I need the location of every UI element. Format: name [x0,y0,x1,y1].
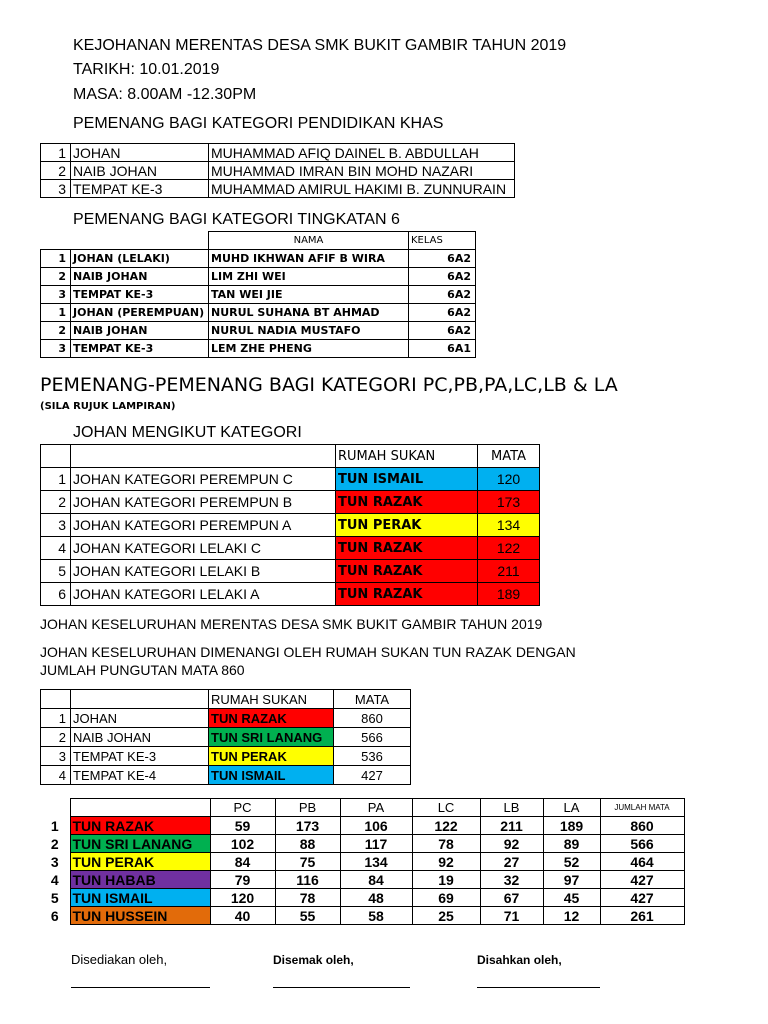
value-cell: 59 [210,817,275,835]
table-row [40,907,684,925]
table-row [40,889,684,907]
value-cell: 25 [412,907,480,925]
table-row [41,728,411,747]
rank-number: 2 [50,835,59,852]
row-number: 4 [41,537,71,560]
value-cell: 120 [210,889,275,907]
value-cell: 69 [412,889,480,907]
house-cell: TUN RAZAK [209,709,334,728]
row-number: 4 [41,766,71,785]
position-cell: NAIB JOHAN [71,162,209,180]
tingkatan6-table [40,231,476,358]
category-cell: JOHAN KATEGORI PEREMPUN A [71,514,336,537]
value-cell: 84 [340,871,412,889]
position-cell: NAIB JOHAN [71,268,209,286]
kategori-subheading: JOHAN MENGIKUT KATEGORI [73,424,302,441]
class-cell: 6A2 [409,286,476,304]
position-cell: JOHAN [71,709,209,728]
class-cell: 6A2 [409,304,476,322]
house-cell: TUN HABAB [70,871,210,889]
row-number: 1 [41,250,71,268]
prepared-by-label: Disediakan oleh, [71,952,168,967]
table-header-row [41,690,411,709]
total-cell: 261 [600,907,684,925]
row-number: 3 [41,180,71,198]
class-cell: 6A2 [409,268,476,286]
points-summary-table [40,798,685,925]
column-header-lc: LC [412,799,480,817]
house-cell: TUN RAZAK [336,560,478,583]
table-row [41,250,476,268]
column-header-class: KELAS [409,232,476,250]
row-number: 3 [41,286,71,304]
value-cell: 32 [480,871,543,889]
class-cell: 6A2 [409,322,476,340]
table-row [41,180,515,198]
document-title: KEJOHANAN MERENTAS DESA SMK BUKIT GAMBIR TAHUN 2019 [73,37,567,54]
house-cell: TUN RAZAK [336,537,478,560]
value-cell: 89 [543,835,600,853]
column-header-pc: PC [210,799,275,817]
points-cell: 566 [334,728,411,747]
winner-name-cell: LEM ZHE PHENG [209,340,409,358]
value-cell: 78 [275,889,340,907]
appendix-note: (SILA RUJUK LAMPIRAN) [40,401,176,412]
table-row [41,340,476,358]
points-cell: 189 [478,583,540,606]
house-cell: TUN ISMAIL [336,468,478,491]
table-row [41,747,411,766]
kategori-heading: PEMENANG-PEMENANG BAGI KATEGORI PC,PB,PA,LC,LB & LA [40,374,618,396]
value-cell: 55 [275,907,340,925]
value-cell: 97 [543,871,600,889]
column-header-pb: PB [275,799,340,817]
value-cell: 71 [480,907,543,925]
prepared-signature-line [71,987,210,988]
winner-name-cell: TAN WEI JIE [209,286,409,304]
table-row [41,560,540,583]
value-cell: 27 [480,853,543,871]
row-number: 1 [41,468,71,491]
rank-number: 4 [50,871,59,888]
value-cell: 134 [340,853,412,871]
value-cell: 40 [210,907,275,925]
approved-signature-line [477,987,600,988]
total-cell: 427 [600,889,684,907]
table-row [40,835,684,853]
class-cell: 6A2 [409,250,476,268]
table-row [41,583,540,606]
approved-by-label: Disahkan oleh, [477,953,562,967]
row-number: 3 [41,514,71,537]
value-cell: 92 [480,835,543,853]
house-cell: TUN RAZAK [70,817,210,835]
position-cell: TEMPAT KE-4 [71,766,209,785]
position-cell: NAIB JOHAN [71,322,209,340]
points-cell: 211 [478,560,540,583]
total-cell: 464 [600,853,684,871]
table-row [41,162,515,180]
row-number: 6 [41,583,71,606]
category-cell: JOHAN KATEGORI LELAKI A [71,583,336,606]
overall-winner-line: JOHAN KESELURUHAN DIMENANGI OLEH RUMAH SUKAN TUN RAZAK DENGAN [40,644,576,660]
total-cell: 427 [600,871,684,889]
table-row [40,871,684,889]
position-cell: JOHAN (LELAKI) [71,250,209,268]
house-cell: TUN ISMAIL [209,766,334,785]
house-cell: TUN PERAK [209,747,334,766]
winner-name-cell: MUHAMMAD AFIQ DAINEL B. ABDULLAH [209,144,515,162]
row-number: 2 [41,162,71,180]
points-cell: 173 [478,491,540,514]
points-cell: 860 [334,709,411,728]
table-row [41,144,515,162]
checked-by-label: Disemak oleh, [273,953,354,967]
table-header-row [41,445,540,468]
value-cell: 88 [275,835,340,853]
row-number: 1 [41,304,71,322]
points-cell: 122 [478,537,540,560]
row-number: 2 [41,268,71,286]
column-header-pa: PA [340,799,412,817]
value-cell: 12 [543,907,600,925]
overall-points-line: JUMLAH PUNGUTAN MATA 860 [40,662,245,678]
row-number: 1 [41,144,71,162]
class-cell: 6A1 [409,340,476,358]
house-cell: TUN RAZAK [336,583,478,606]
position-cell: JOHAN [71,144,209,162]
category-cell: JOHAN KATEGORI PEREMPUN B [71,491,336,514]
pendidikan-khas-table [40,143,515,198]
house-cell: TUN RAZAK [336,491,478,514]
house-cell: TUN PERAK [336,514,478,537]
table-row [41,491,540,514]
event-time: MASA: 8.00AM -12.30PM [73,86,257,103]
winner-name-cell: MUHAMMAD AMIRUL HAKIMI B. ZUNNURAIN [209,180,515,198]
row-number: 5 [41,560,71,583]
kategori-table [40,444,540,606]
value-cell: 106 [340,817,412,835]
column-header-lb: LB [480,799,543,817]
value-cell: 84 [210,853,275,871]
position-cell: JOHAN (PEREMPUAN) [71,304,209,322]
overall-ranking-table [40,689,411,785]
value-cell: 45 [543,889,600,907]
winner-name-cell: NURUL NADIA MUSTAFO [209,322,409,340]
value-cell: 173 [275,817,340,835]
value-cell: 102 [210,835,275,853]
table-row [41,709,411,728]
house-cell: TUN HUSSEIN [70,907,210,925]
row-number: 3 [41,747,71,766]
column-header-points: MATA [478,445,540,468]
house-cell: TUN ISMAIL [70,889,210,907]
column-header-house: RUMAH SUKAN [336,445,478,468]
points-cell: 536 [334,747,411,766]
value-cell: 78 [412,835,480,853]
table-row [41,537,540,560]
value-cell: 75 [275,853,340,871]
table-row [40,817,684,835]
rank-number: 6 [50,907,59,924]
pendidikan-khas-heading: PEMENANG BAGI KATEGORI PENDIDIKAN KHAS [73,115,444,132]
total-cell: 860 [600,817,684,835]
table-row [41,322,476,340]
position-cell: TEMPAT KE-3 [71,340,209,358]
points-cell: 134 [478,514,540,537]
value-cell: 48 [340,889,412,907]
value-cell: 52 [543,853,600,871]
value-cell: 116 [275,871,340,889]
value-cell: 58 [340,907,412,925]
rank-number: 1 [50,817,59,834]
column-header-name: NAMA [209,232,409,250]
column-header-points: MATA [334,690,411,709]
value-cell: 19 [412,871,480,889]
table-row [40,853,684,871]
value-cell: 67 [480,889,543,907]
position-cell: TEMPAT KE-3 [71,286,209,304]
event-date: TARIKH: 10.01.2019 [73,61,220,78]
table-row [41,304,476,322]
table-row [41,766,411,785]
position-cell: TEMPAT KE-3 [71,747,209,766]
winner-name-cell: MUHD IKHWAN AFIF B WIRA [209,250,409,268]
table-header-row [41,232,476,250]
position-cell: TEMPAT KE-3 [71,180,209,198]
position-cell: NAIB JOHAN [71,728,209,747]
points-cell: 427 [334,766,411,785]
winner-name-cell: MUHAMMAD IMRAN BIN MOHD NAZARI [209,162,515,180]
points-cell: 120 [478,468,540,491]
rank-number: 5 [50,889,59,906]
checked-signature-line [273,987,410,988]
row-number: 3 [41,340,71,358]
total-cell: 566 [600,835,684,853]
rank-number: 3 [50,853,59,870]
value-cell: 79 [210,871,275,889]
category-cell: JOHAN KATEGORI PEREMPUN C [71,468,336,491]
winner-name-cell: LIM ZHI WEI [209,268,409,286]
house-cell: TUN SRI LANANG [209,728,334,747]
house-cell: TUN PERAK [70,853,210,871]
value-cell: 189 [543,817,600,835]
row-number: 1 [41,709,71,728]
column-header-total: JUMLAH MATA [600,799,684,817]
row-number: 2 [41,322,71,340]
value-cell: 92 [412,853,480,871]
table-row [41,514,540,537]
value-cell: 211 [480,817,543,835]
table-row [41,286,476,304]
column-header-house: RUMAH SUKAN [209,690,334,709]
house-cell: TUN SRI LANANG [70,835,210,853]
row-number: 2 [41,728,71,747]
category-cell: JOHAN KATEGORI LELAKI B [71,560,336,583]
table-row [41,268,476,286]
row-number: 2 [41,491,71,514]
tingkatan6-heading: PEMENANG BAGI KATEGORI TINGKATAN 6 [73,211,400,228]
value-cell: 117 [340,835,412,853]
overall-champion-line: JOHAN KESELURUHAN MERENTAS DESA SMK BUKIT GAMBIR TAHUN 2019 [40,616,543,632]
table-row [41,468,540,491]
category-cell: JOHAN KATEGORI LELAKI C [71,537,336,560]
winner-name-cell: NURUL SUHANA BT AHMAD [209,304,409,322]
table-header-row [40,799,684,817]
value-cell: 122 [412,817,480,835]
column-header-la: LA [543,799,600,817]
